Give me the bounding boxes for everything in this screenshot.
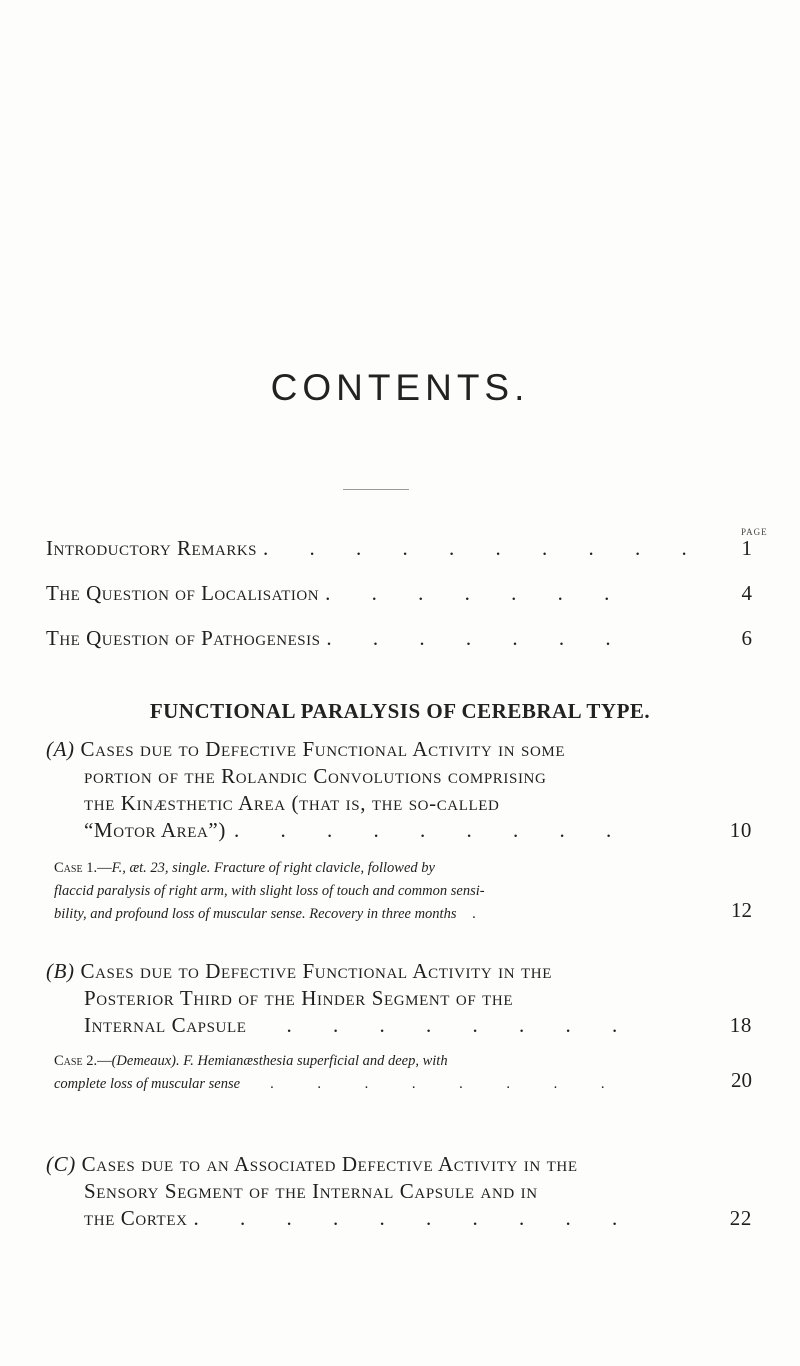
section-line: Cases due to an Associated Defective Activity in the <box>81 1152 578 1176</box>
section-marker: C <box>53 1152 69 1176</box>
toc-page-number: 20 <box>731 1068 752 1092</box>
case-line: (Demeaux). F. Hemianæsthesia superficial and deep, with <box>111 1053 448 1069</box>
toc-case-1[interactable] <box>54 857 752 926</box>
toc-page-number: 12 <box>731 898 752 922</box>
toc-entry-localisation[interactable] <box>46 581 752 606</box>
title-divider <box>343 489 409 490</box>
toc-entry-label: The Question of Localisation <box>46 581 320 605</box>
section-marker: B <box>53 959 68 983</box>
toc-section-a[interactable]: (A) Cases due to Defective Functional Activity in some portion of the Rolandic Convolutions comprising the Kinæsthetic Area (that is, the so-called “Motor Area”) . . . . . . . . . 10 <box>46 737 752 842</box>
toc-section-c[interactable]: (C) Cases due to an Associated Defective Activity in the Sensory Segment of the Internal Capsule and in the Cortex . . . . . . . . . . 22 <box>46 1152 752 1230</box>
toc-page-number: 18 <box>729 1013 752 1037</box>
section-line: “Motor Area”) <box>84 818 226 842</box>
toc-page-number: 10 <box>729 818 752 842</box>
toc-entry-label: Introductory Remarks <box>46 536 257 560</box>
section-line: Sensory Segment of the Internal Capsule and in <box>84 1179 538 1203</box>
toc-entry-introductory-remarks[interactable] <box>46 536 752 561</box>
case-line: flaccid paralysis of right arm, with slight loss of touch and common sensi- <box>54 883 485 899</box>
leader-dots: . <box>472 906 476 922</box>
section-line: the Kinæsthetic Area (that is, the so-called <box>84 791 500 815</box>
case-line: F., æt. 23, single. Fracture of right clavicle, followed by <box>111 860 435 876</box>
section-line: Cases due to Defective Functional Activity in the <box>80 959 553 983</box>
section-line: portion of the Rolandic Convolutions comprising <box>84 764 547 788</box>
page-title: CONTENTS. <box>270 367 530 408</box>
leader-dots: . . . . . . . . . . <box>193 1206 636 1230</box>
toc-page-number: 6 <box>741 626 752 650</box>
leader-dots: . . . . . . . . . <box>233 818 630 842</box>
section-marker: A <box>53 737 68 761</box>
section-line: Posterior Third of the Hinder Segment of the <box>84 986 514 1010</box>
leader-dots: . . . . . . . . <box>286 1013 636 1037</box>
toc-case-2[interactable] <box>54 1050 752 1096</box>
case-prefix: Case 1.— <box>54 860 112 876</box>
toc-entry-label: The Question of Pathogenesis <box>46 626 321 650</box>
leader-dots: . . . . . . . <box>325 581 628 605</box>
toc-page-number: 4 <box>741 581 752 605</box>
page-column-header: PAGE <box>741 527 768 537</box>
section-heading: FUNCTIONAL PARALYSIS OF CEREBRAL TYPE. <box>149 699 651 723</box>
leader-dots: . . . . . . . . <box>270 1076 625 1092</box>
toc-entry-pathogenesis[interactable] <box>46 626 752 651</box>
case-prefix: Case 2.— <box>54 1053 112 1069</box>
toc-page-number: 22 <box>729 1206 752 1230</box>
leader-dots: . . . . . . . <box>326 626 629 650</box>
toc-section-b[interactable]: (B) Cases due to Defective Functional Activity in the Posterior Third of the Hinder Segment of the Internal Capsule . . . . . . . . 18 <box>46 959 752 1037</box>
case-line: bility, and profound loss of muscular sense. Recovery in three months <box>54 906 457 922</box>
section-line: Cases due to Defective Functional Activity in some <box>80 737 566 761</box>
toc-page-number: 1 <box>741 536 752 560</box>
leader-dots: . . . . . . . . . . <box>263 536 705 560</box>
section-line: Internal Capsule <box>84 1013 247 1037</box>
case-line: complete loss of muscular sense <box>54 1076 241 1092</box>
section-line: the Cortex <box>84 1206 188 1230</box>
